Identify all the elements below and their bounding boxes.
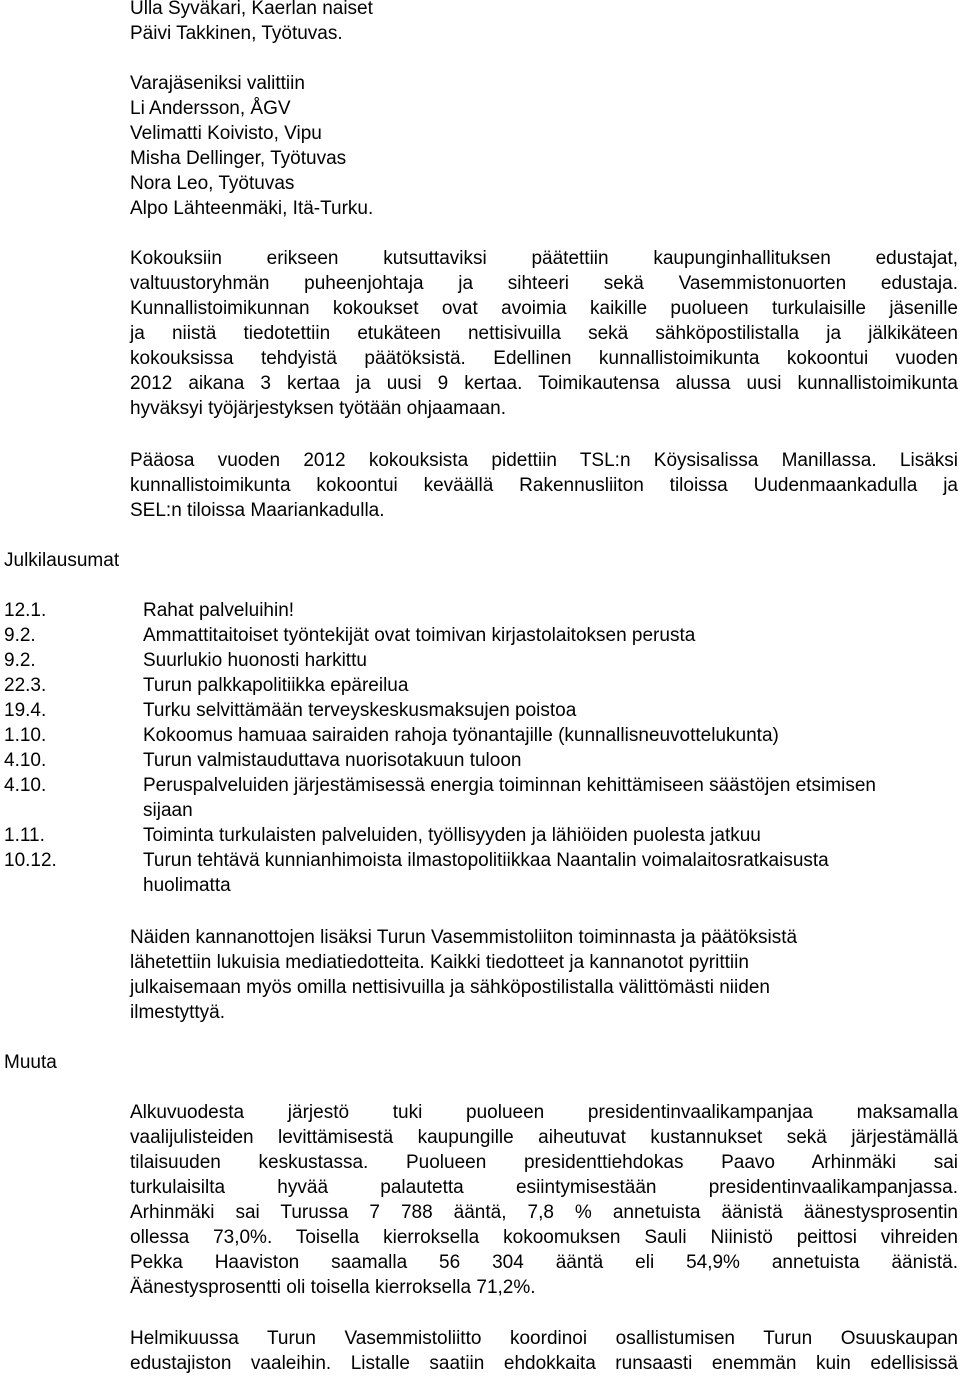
statement-date: 19.4. — [4, 700, 47, 721]
statement-date: 9.2. — [4, 625, 36, 646]
paragraph-line: valtuustoryhmän puheenjohtaja ja sihteeri sekä Vasemmistonuorten edustaja. — [130, 273, 958, 294]
list-item — [4, 623, 960, 648]
deputy-line: Li Andersson, ÅGV — [130, 98, 291, 119]
statement-date: 4.10. — [4, 750, 47, 771]
paragraph-line: Alkuvuodesta järjestö tuki puolueen presidentinvaalikampanjaa maksamalla — [130, 1102, 958, 1123]
statement-title: Ammattitaitoiset työntekijät ovat toimivan kirjastolaitoksen perusta — [143, 625, 696, 646]
paragraph-line: Helmikuussa Turun Vasemmistoliitto koordinoi osallistumisen Turun Osuuskaupan — [130, 1328, 958, 1349]
statement-title: Turun valmistauduttava nuorisotakuun tuloon — [143, 750, 522, 771]
campaign-paragraph — [130, 1100, 958, 1300]
statement-title: Peruspalveluiden järjestämisessä energia toiminnan kehittämiseen säästöjen etsimisen sijaan — [143, 775, 876, 821]
statement-date: 12.1. — [4, 600, 47, 621]
list-item — [4, 823, 960, 848]
statement-title: Turun palkkapolitiikka epäreilua — [143, 675, 409, 696]
deputy-line: Alpo Lähteenmäki, Itä-Turku. — [130, 198, 374, 219]
paragraph-line: julkaisemaan myös omilla nettisivuilla ja sähköpostilistalla välittömästi niiden — [130, 977, 770, 998]
statement-date: 1.10. — [4, 725, 47, 746]
paragraph-line: vaalijulisteiden levittämisestä kaupungille aiheutuvat kustannukset sekä järjestämällä — [130, 1127, 958, 1148]
paragraph-line: Äänestysprosentti oli toisella kierroksella 71,2%. — [130, 1277, 536, 1298]
member-line: Ulla Syväkari, Kaerlan naiset — [130, 0, 373, 19]
cooperative-paragraph — [130, 1326, 958, 1376]
paragraph-line: ja niistä tiedotettiin etukäteen nettisivuilla sekä sähköpostilistalla ja jälkikäteen — [130, 323, 958, 344]
statement-date: 1.11. — [4, 825, 45, 846]
paragraph-line: lähetettiin lukuisia mediatiedotteita. Kaikki tiedotteet ja kannanotot pyrittiin — [130, 952, 749, 973]
paragraph-line: Pääosa vuoden 2012 kokouksista pidettiin TSL:n Köysisalissa Manillassa. Lisäksi — [130, 450, 958, 471]
statement-date: 10.12. — [4, 850, 57, 871]
list-item — [4, 673, 960, 698]
paragraph-line: Pekka Haaviston saamalla 56 304 ääntä eli 54,9% annetuista äänistä. — [130, 1252, 958, 1273]
venues-paragraph — [130, 448, 958, 523]
list-item — [4, 773, 960, 823]
list-item — [4, 848, 960, 898]
deputy-list — [130, 71, 958, 221]
press-releases-paragraph — [130, 925, 958, 1025]
paragraph-line: tilaisuuden keskustassa. Puolueen presidenttiehdokas Paavo Arhinmäki sai — [130, 1152, 958, 1173]
paragraph-line: kokouksissa tehdyistä päätöksistä. Edellinen kunnallistoimikunta kokoontui vuoden — [130, 348, 958, 369]
list-item — [4, 648, 960, 673]
paragraph-line: Arhinmäki sai Turussa 7 788 ääntä, 7,8 % annetuista äänistä äänestysprosentin — [130, 1202, 958, 1223]
paragraph-line: edustajiston vaaleihin. Listalle saatiin ehdokkaita runsaasti enemmän kuin edellisissä — [130, 1353, 958, 1374]
statements-list — [4, 598, 960, 898]
list-item — [4, 723, 960, 748]
paragraph-line: ollessa 73,0%. Toisella kierroksella kokoomuksen Sauli Niinistö peittosi vihreiden — [130, 1227, 958, 1248]
list-item — [4, 748, 960, 773]
paragraph-line: turkulaisilta hyvää palautetta esiintymisestään presidentinvaalikampanjassa. — [130, 1177, 958, 1198]
statement-date: 4.10. — [4, 775, 47, 796]
other-heading: Muuta — [4, 1052, 57, 1073]
statement-title: Turku selvittämään terveyskeskusmaksujen poistoa — [143, 700, 577, 721]
member-line: Päivi Takkinen, Työtuvas. — [130, 23, 343, 44]
paragraph-line: Kunnallistoimikunnan kokoukset ovat avoimia kaikille puolueen turkulaisille jäsenille — [130, 298, 958, 319]
list-item — [4, 598, 960, 623]
paragraph-line: SEL:n tiloissa Maariankadulla. — [130, 500, 385, 521]
paragraph-line: 2012 aikana 3 kertaa ja uusi 9 kertaa. Toimikautensa alussa uusi kunnallistoimikunta — [130, 373, 958, 394]
statement-title: Suurlukio huonosti harkittu — [143, 650, 367, 671]
paragraph-line: Näiden kannanottojen lisäksi Turun Vasemmistoliiton toiminnasta ja päätöksistä — [130, 927, 798, 948]
statement-title: Toiminta turkulaisten palveluiden, työllisyyden ja lähiöiden puolesta jatkuu — [143, 825, 761, 846]
deputy-line: Velimatti Koivisto, Vipu — [130, 123, 322, 144]
statement-title: Rahat palveluihin! — [143, 600, 295, 621]
paragraph-line: kunnallistoimikunta kokoontui keväällä Rakennusliiton tiloissa Uudenmaankadulla ja — [130, 475, 958, 496]
statement-date: 22.3. — [4, 675, 47, 696]
paragraph-line: Kokouksiin erikseen kutsuttaviksi päätettiin kaupunginhallituksen edustajat, — [130, 248, 958, 269]
deputy-intro: Varajäseniksi valittiin — [130, 73, 305, 94]
statements-heading: Julkilausumat — [4, 550, 120, 571]
list-item — [4, 698, 960, 723]
statement-date: 9.2. — [4, 650, 36, 671]
deputy-line: Misha Dellinger, Työtuvas — [130, 148, 347, 169]
statement-title: Kokoomus hamuaa sairaiden rahoja työnantajille (kunnallisneuvottelukunta) — [143, 725, 779, 746]
paragraph-line: hyväksyi työjärjestyksen työtään ohjaamaan. — [130, 398, 506, 419]
member-list-continued — [130, 0, 958, 46]
meetings-paragraph — [130, 246, 958, 421]
statement-title: Turun tehtävä kunnianhimoista ilmastopolitiikkaa Naantalin voimalaitosratkaisusta huolimatta — [143, 850, 829, 896]
deputy-line: Nora Leo, Työtuvas — [130, 173, 295, 194]
paragraph-line: ilmestyttyä. — [130, 1002, 226, 1023]
